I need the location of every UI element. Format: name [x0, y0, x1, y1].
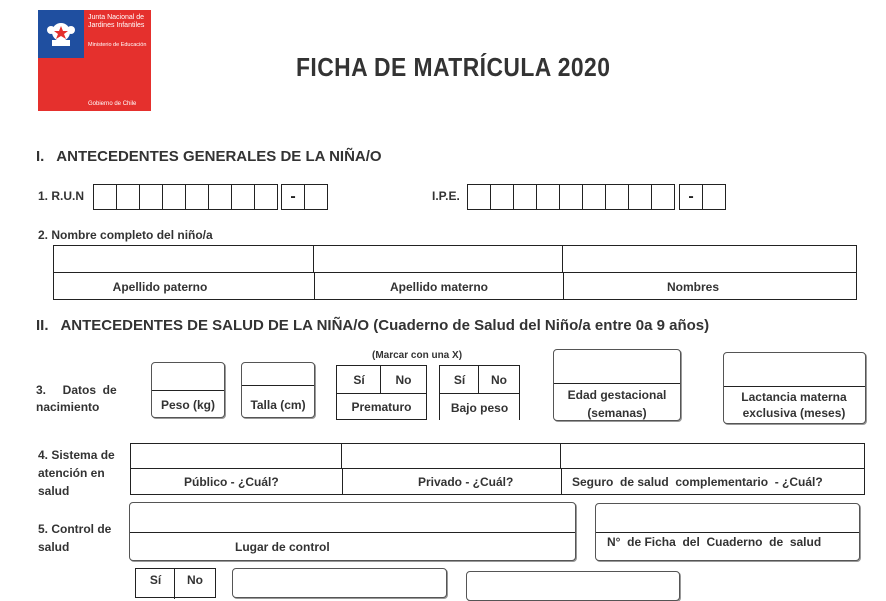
ipe-digit-cell[interactable] [490, 184, 514, 210]
logo-government: Gobierno de Chile [88, 101, 137, 107]
privado-input[interactable] [342, 444, 561, 469]
lugar-control-field[interactable] [129, 502, 576, 561]
bajo-peso-label: Bajo peso [450, 401, 509, 415]
lactancia-divider [724, 386, 865, 387]
sistema-salud-table [130, 443, 865, 495]
bajo-peso-no-label: No [491, 373, 507, 387]
run-label: 1. R.U.N [38, 189, 85, 203]
peso-field[interactable] [151, 362, 225, 418]
nombres-input[interactable] [563, 246, 856, 273]
apellido-paterno-input[interactable] [54, 246, 314, 273]
prematuro-si-label: Sí [353, 373, 365, 387]
ficha-cuaderno-divider [596, 532, 859, 533]
ipe-label: I.P.E. [432, 189, 460, 203]
q3-label: 3. Datos de nacimiento [36, 383, 121, 414]
lactancia-field[interactable] [723, 352, 866, 424]
logo-blue-field [38, 10, 84, 58]
bajo-peso-si-label: Sí [453, 373, 466, 387]
ipe-digit-cell[interactable] [605, 184, 629, 210]
edad-gestacional-field[interactable] [553, 349, 681, 421]
page-title: FICHA DE MATRÍCULA 2020 [296, 52, 611, 82]
name-label: 2. Nombre completo del niño/a [38, 228, 213, 242]
chile-coat-of-arms-icon [38, 10, 84, 58]
logo-red-field-lower [38, 58, 84, 111]
prematuro-no-label: No [395, 373, 412, 387]
run-digit-cell[interactable] [162, 184, 186, 210]
prematuro-box [336, 365, 427, 420]
q5-label: 5. Control de salud [38, 522, 112, 554]
lugar-control-label: Lugar de control [235, 540, 330, 554]
run-digit-cell[interactable] [93, 184, 117, 210]
divider [314, 273, 315, 300]
ipe-digit-cell[interactable] [467, 184, 491, 210]
jardines-infantiles-logo [38, 10, 151, 111]
peso-label: Peso (kg) [160, 398, 215, 412]
section-2-heading: II. ANTECEDENTES DE SALUD DE LA NIÑA/O (Cuaderno de Salud del Niño/a entre 0a 9 años) [36, 317, 710, 334]
edad-gestacional-label: Edad gestacional (semanas) [567, 388, 667, 420]
q6-yes-no-box [135, 568, 216, 598]
apellido-materno-input[interactable] [314, 246, 563, 273]
privado-label: Privado - ¿Cuál? [418, 475, 514, 489]
talla-field[interactable] [241, 362, 315, 418]
apellido-materno-label: Apellido materno [389, 280, 488, 294]
edad-gestacional-divider [554, 383, 680, 384]
ficha-cuaderno-label: N° de Ficha del Cuaderno de salud [607, 535, 822, 549]
ipe-digit-cell[interactable] [651, 184, 675, 210]
section-1-heading: I. ANTECEDENTES GENERALES DE LA NIÑA/O [36, 148, 382, 165]
seguro-input[interactable] [561, 444, 864, 469]
seguro-label: Seguro de salud complementario - ¿Cuál? [572, 475, 823, 489]
q6-field-2[interactable] [466, 571, 680, 601]
prematuro-label: Prematuro [351, 400, 412, 414]
ficha-cuaderno-field[interactable] [595, 503, 860, 561]
q4-label: 4. Sistema de atención en salud [38, 448, 115, 498]
run-verifier-cell[interactable] [304, 184, 328, 210]
q6-field-1[interactable] [232, 568, 447, 598]
run-digit-cell[interactable] [231, 184, 255, 210]
ipe-dash: - [679, 184, 703, 210]
publico-label: Público - ¿Cuál? [184, 475, 279, 489]
logo-org-name: Junta Nacional de Jardines Infantiles [88, 14, 145, 29]
divider [342, 469, 343, 494]
q6-no-label[interactable]: No [187, 573, 203, 587]
divider [561, 469, 562, 494]
lugar-control-divider [130, 532, 575, 533]
logo-ministry: Ministerio de Educación [88, 42, 147, 48]
run-digit-cell[interactable] [254, 184, 278, 210]
run-digit-cell[interactable] [208, 184, 232, 210]
ipe-digit-cell[interactable] [628, 184, 652, 210]
publico-input[interactable] [131, 444, 342, 469]
run-dash: - [281, 184, 305, 210]
run-digit-cell[interactable] [185, 184, 209, 210]
ipe-digit-cell[interactable] [513, 184, 537, 210]
run-digit-cell[interactable] [116, 184, 140, 210]
lactancia-label: Lactancia materna exclusiva (meses) [741, 390, 847, 420]
talla-label: Talla (cm) [250, 398, 306, 412]
ipe-digit-cell[interactable] [582, 184, 606, 210]
apellido-paterno-label: Apellido paterno [112, 280, 208, 294]
ipe-digit-cell[interactable] [559, 184, 583, 210]
nombres-label: Nombres [666, 280, 719, 294]
mark-note: (Marcar con una X) [372, 350, 463, 361]
ipe-digit-cell[interactable] [536, 184, 560, 210]
peso-divider [152, 390, 224, 391]
ipe-verifier-cell[interactable] [702, 184, 726, 210]
name-table [53, 245, 857, 300]
q6-si-label: Sí [149, 573, 162, 587]
run-digit-cell[interactable] [139, 184, 163, 210]
talla-divider [242, 385, 314, 386]
bajo-peso-box [439, 365, 520, 420]
